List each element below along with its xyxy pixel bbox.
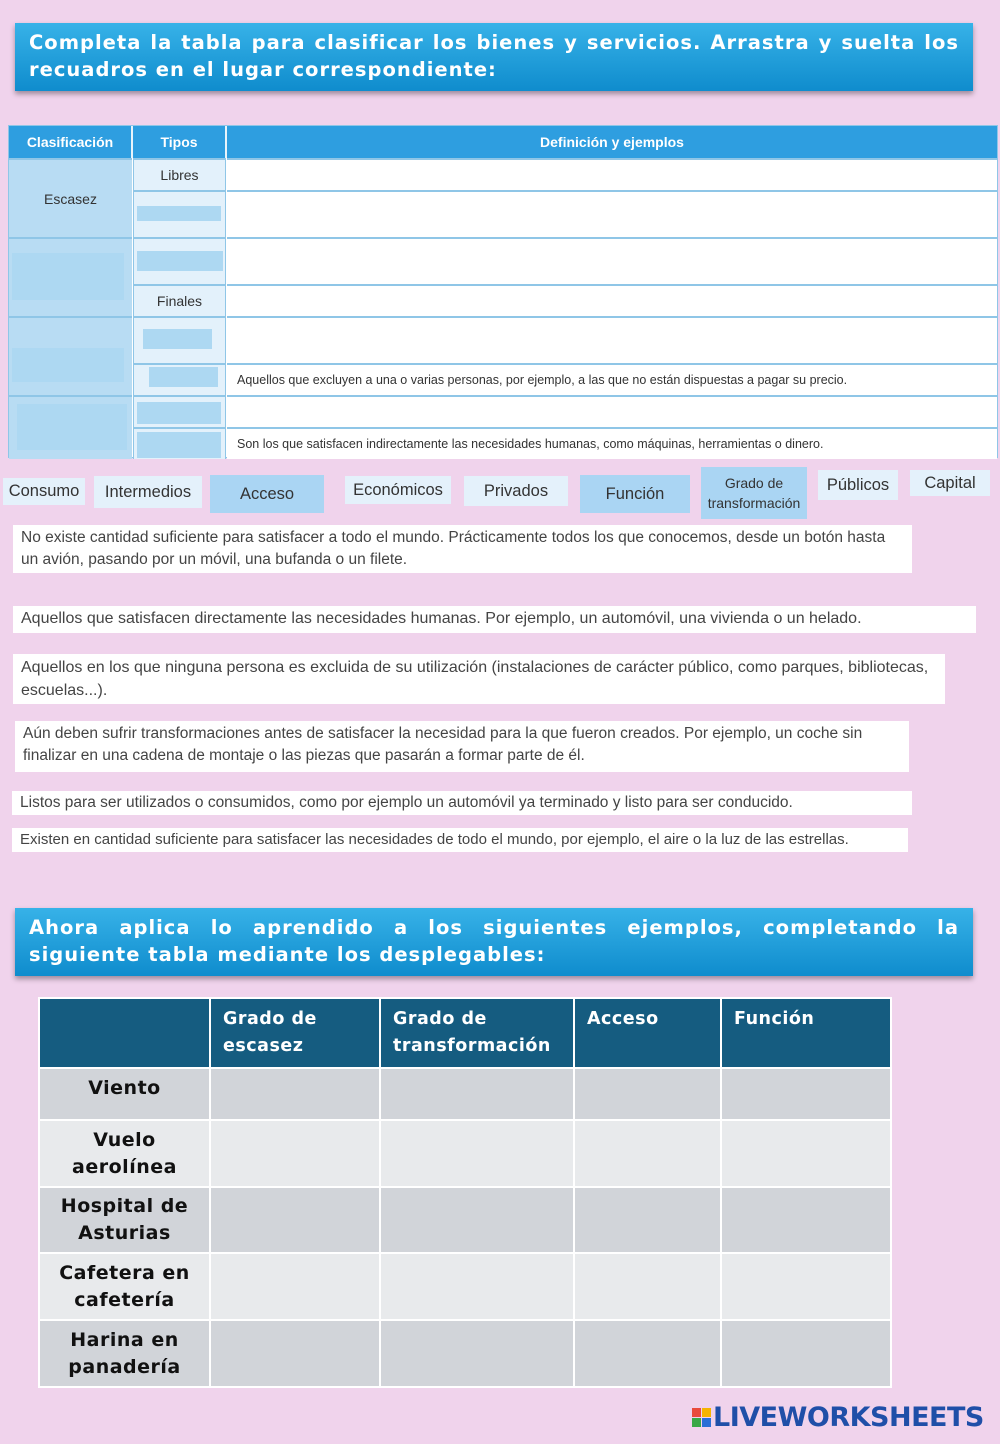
dropdown-cafetera-transformacion[interactable] [380,1253,574,1320]
cell-def-3[interactable] [227,237,997,284]
header-tipos: Tipos [133,126,227,158]
dropdown-viento-escasez[interactable] [210,1068,380,1120]
header-blank [39,998,210,1068]
drop-zone-tipo-8[interactable] [137,432,221,458]
cell-def-2[interactable] [227,190,997,237]
chip-consumo[interactable]: Consumo [3,478,85,505]
drop-zone-clasificacion-2[interactable] [12,253,124,300]
dropdown-cafetera-acceso[interactable] [574,1253,721,1320]
cell-escasez: Escasez [9,158,132,237]
dropdown-hospital-funcion[interactable] [721,1187,891,1253]
dropdown-harina-funcion[interactable] [721,1320,891,1387]
dropdown-viento-acceso[interactable] [574,1068,721,1120]
table-row [39,1068,891,1120]
row-label-harina: Harina en panadería [39,1320,210,1387]
drop-zone-tipo-5[interactable] [143,329,212,349]
header-definicion: Definición y ejemplos [227,126,997,158]
table-row [39,1320,891,1387]
drop-zone-tipo-6[interactable] [149,367,218,387]
cell-def-excluyen: Aquellos que excluyen a una o varias personas, por ejemplo, a las que no están dispuestas a pagar su precio. [227,363,997,395]
dropdown-harina-escasez[interactable] [210,1320,380,1387]
cell-tipo-finales: Finales [133,284,226,316]
dropdown-cafetera-escasez[interactable] [210,1253,380,1320]
table-row [39,1187,891,1253]
cell-def-indirecta: Son los que satisfacen indirectamente las necesidades humanas, como máquinas, herramientas o dinero. [227,427,997,459]
chip-funcion[interactable]: Función [580,475,690,513]
drop-zone-clasificacion-3[interactable] [12,348,124,382]
drop-zone-tipo-7[interactable] [137,402,221,424]
dropdown-viento-funcion[interactable] [721,1068,891,1120]
header-funcion: Función [721,998,891,1068]
chip-privados[interactable]: Privados [464,476,568,506]
row-label-hospital: Hospital de Asturias [39,1187,210,1253]
dropdown-hospital-transformacion[interactable] [380,1187,574,1253]
defbox-no-existe[interactable]: No existe cantidad suficiente para satisfacer a todo el mundo. Prácticamente todos los que conocemos, desde un botón hasta un avión, pasando por un móvil, una bufanda o un filete. [13,525,912,573]
chip-intermedios[interactable]: Intermedios [94,476,202,508]
dropdown-viento-transformacion[interactable] [380,1068,574,1120]
defbox-transformaciones[interactable]: Aún deben sufrir transformaciones antes de satisfacer la necesidad para la que fueron creados. Por ejemplo, un coche sin finalizar en una cadena de montaje o las piezas que pasarán a formar parte de él. [15,721,909,772]
chip-acceso[interactable]: Acceso [210,475,324,513]
defbox-ninguna-excluida[interactable]: Aquellos en los que ninguna persona es excluida de su utilización (instalaciones de carácter público, como parques, bibliotecas, escuelas...). [13,654,945,704]
defbox-existen[interactable]: Existen en cantidad suficiente para satisfacer las necesidades de todo el mundo, por ejemplo, el aire o la luz de las estrellas. [12,828,908,852]
defbox-listos[interactable]: Listos para ser utilizados o consumidos, como por ejemplo un automóvil ya terminado y listo para ser conducido. [12,791,912,815]
brand-name: LIVEWORKSHEETS [713,1402,984,1433]
table-row [39,1253,891,1320]
chip-economicos[interactable]: Económicos [345,476,451,504]
instruction-banner-drag [15,23,973,91]
dropdown-harina-transformacion[interactable] [380,1320,574,1387]
drop-zone-tipo-2[interactable] [137,206,221,221]
cell-def-7[interactable] [227,395,997,427]
chip-publicos[interactable]: Públicos [818,470,898,500]
defbox-directamente[interactable]: Aquellos que satisfacen directamente las necesidades humanas. Por ejemplo, un automóvil, una vivienda o un helado. [13,606,976,633]
chip-grado-transformacion[interactable]: Grado de transformación [701,467,807,519]
cell-def-1[interactable] [227,158,997,190]
brand-logo [692,1402,984,1433]
header-grado-transformacion: Grado de transformación [380,998,574,1068]
dropdown-hospital-acceso[interactable] [574,1187,721,1253]
liveworksheets-logo-icon [692,1408,711,1427]
dropdown-harina-acceso[interactable] [574,1320,721,1387]
cell-def-5[interactable] [227,316,997,363]
row-label-viento: Viento [39,1068,210,1120]
drop-zone-clasificacion-4[interactable] [17,404,127,450]
dropdown-vuelo-transformacion[interactable] [380,1120,574,1187]
dropdown-vuelo-escasez[interactable] [210,1120,380,1187]
row-label-vuelo: Vuelo aerolínea [39,1120,210,1187]
cell-tipo-libres: Libres [133,158,226,190]
dropdown-vuelo-acceso[interactable] [574,1120,721,1187]
dropdown-cafetera-funcion[interactable] [721,1253,891,1320]
chip-capital[interactable]: Capital [910,470,990,496]
table-row [39,1120,891,1187]
header-grado-escasez: Grado de escasez [210,998,380,1068]
cell-def-4[interactable] [227,284,997,316]
instruction-text-2: Ahora aplica lo aprendido a los siguientes ejemplos, completando la siguiente tabla mediante los desplegables: [29,916,959,966]
examples-table [38,997,892,1388]
dropdown-vuelo-funcion[interactable] [721,1120,891,1187]
header-acceso: Acceso [574,998,721,1068]
drop-zone-tipo-3[interactable] [137,251,223,271]
dropdown-hospital-escasez[interactable] [210,1187,380,1253]
row-label-cafetera: Cafetera en cafetería [39,1253,210,1320]
instruction-banner-dropdowns [15,908,973,976]
classification-table [8,125,998,458]
header-clasificacion: Clasificación [9,126,133,158]
instruction-text: Completa la tabla para clasificar los bienes y servicios. Arrastra y suelta los recuadros en el lugar correspondiente: [29,31,959,81]
